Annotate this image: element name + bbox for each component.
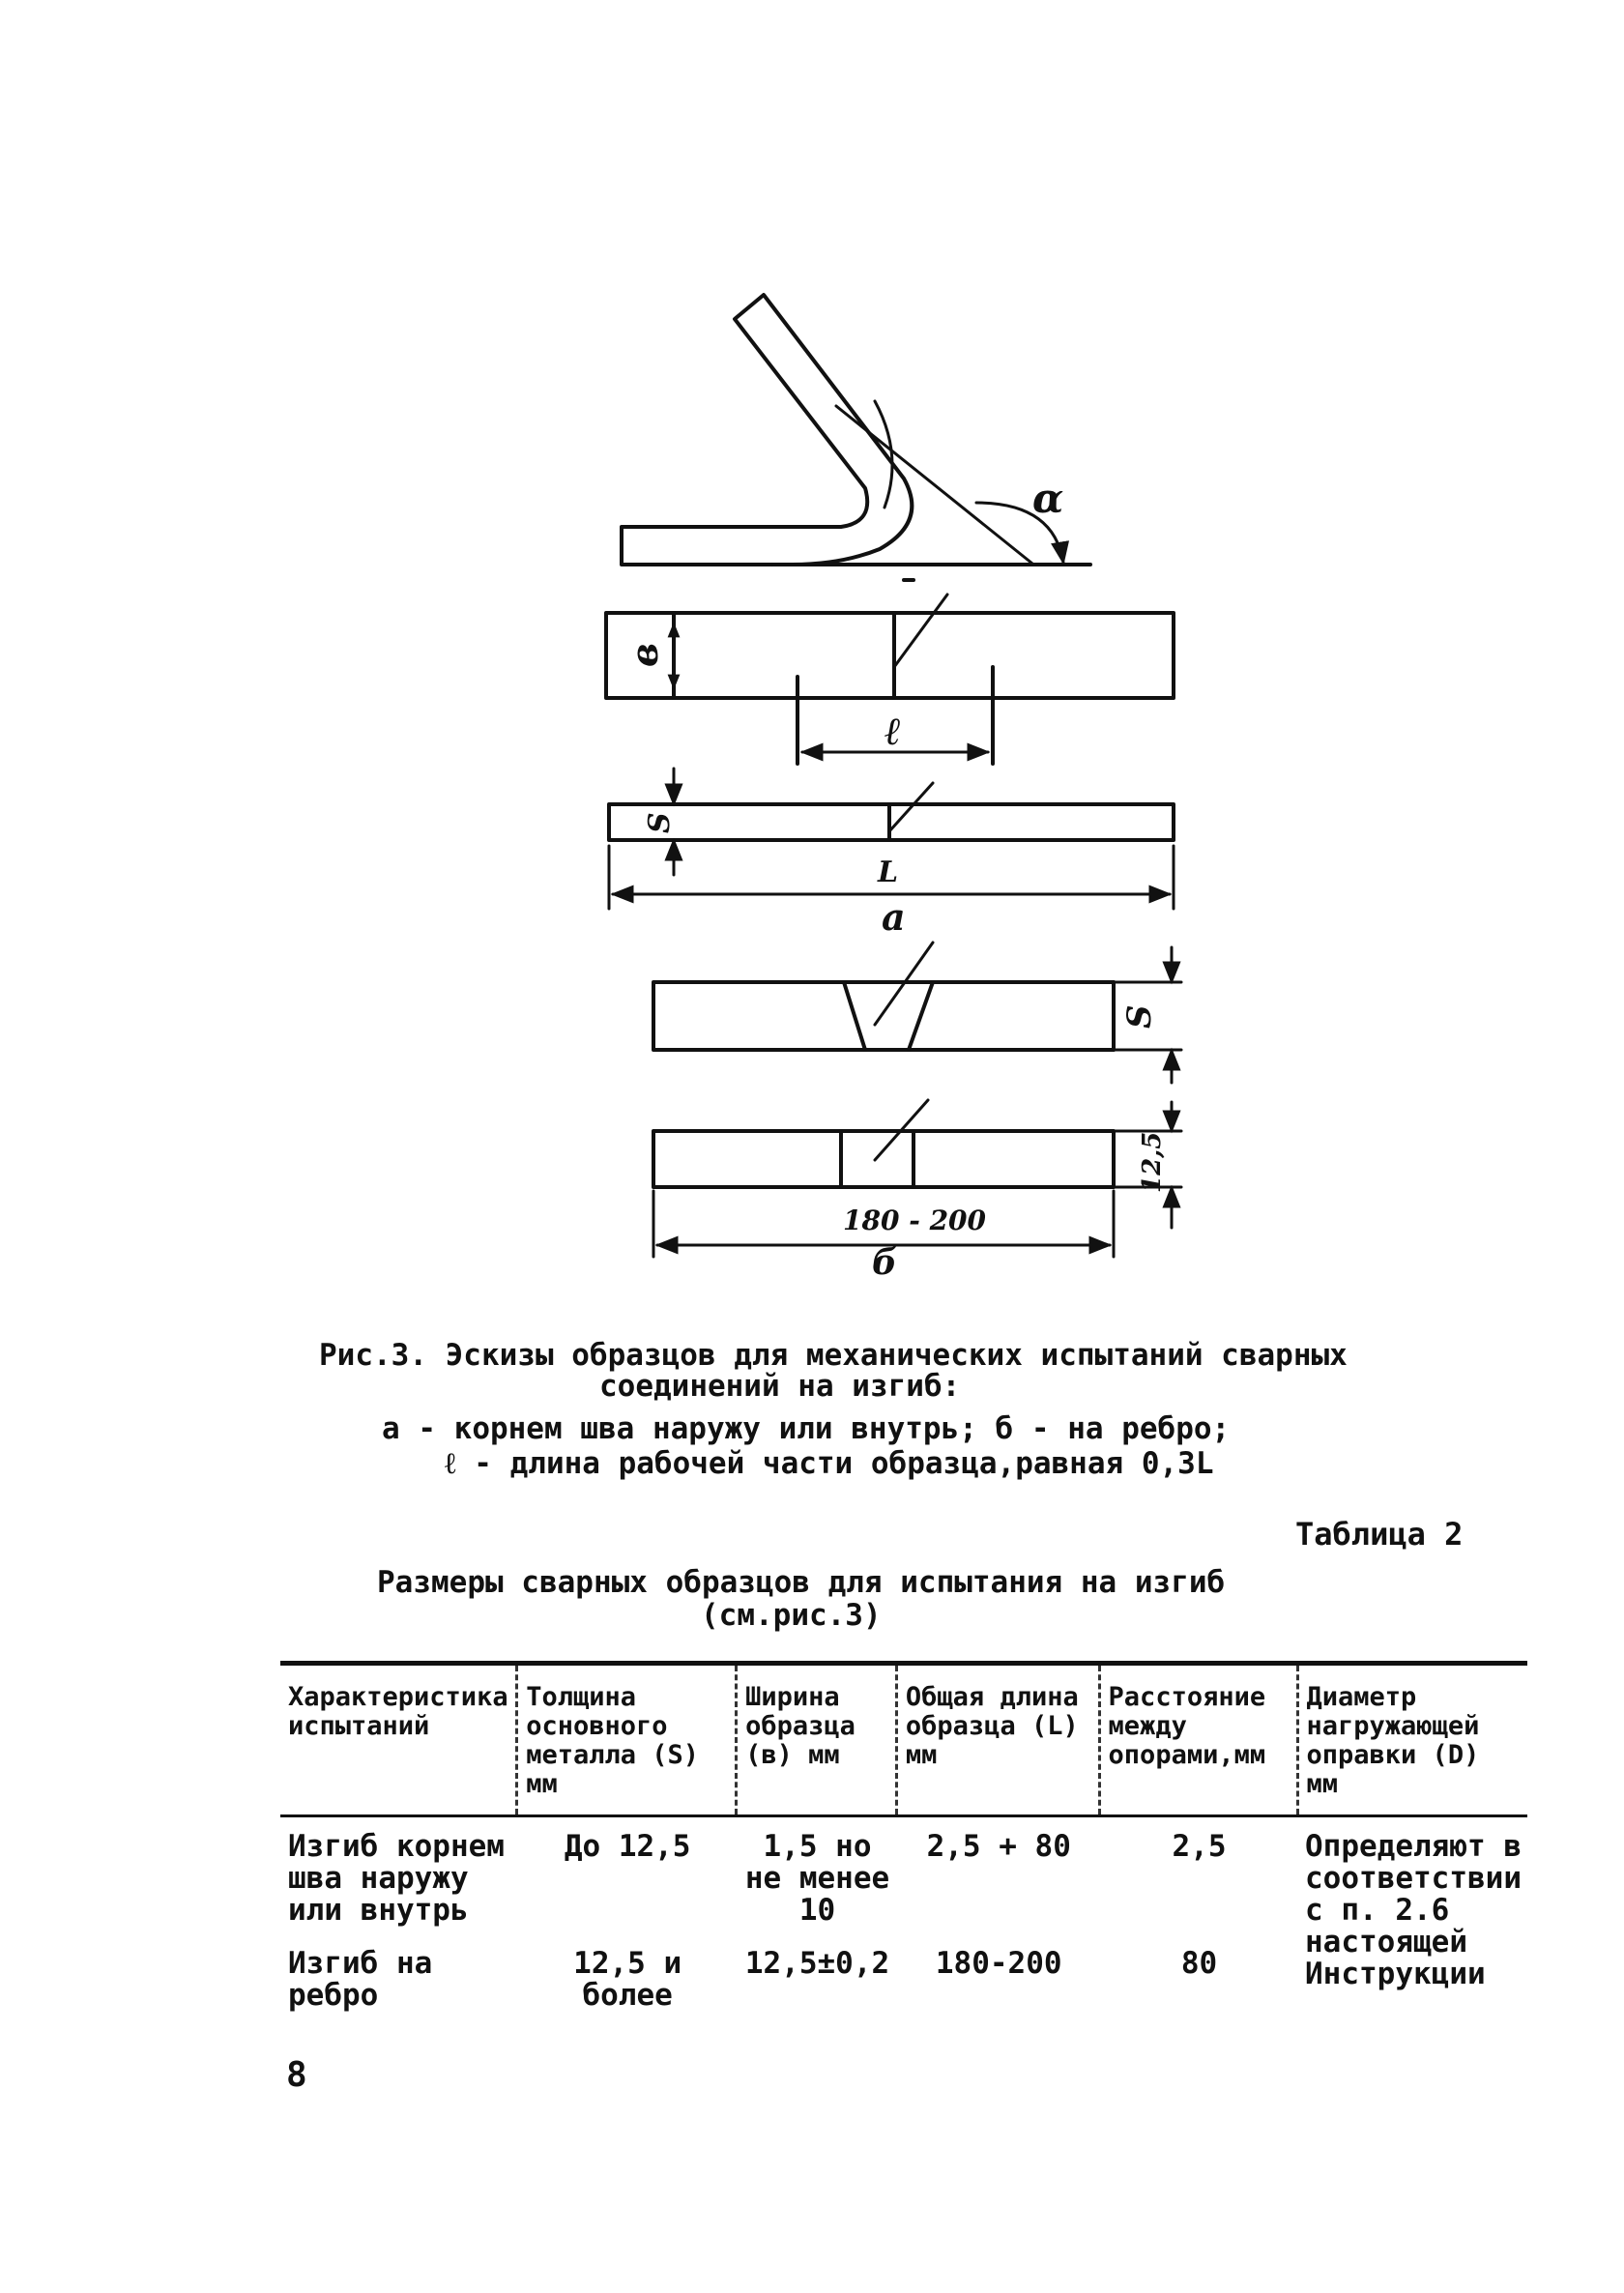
bend-specimen-table xyxy=(280,1661,1527,2019)
thickness-label-b: S xyxy=(1120,1004,1159,1029)
total-length-label: L xyxy=(878,856,899,889)
table-cell: Определяют в соответствии с п. 2.6 настоящей Инструкции xyxy=(1305,1829,1522,1991)
caption-line: соединений на изгиб: xyxy=(599,1369,961,1404)
subfigure-a-label: а xyxy=(882,895,906,939)
figure-caption xyxy=(290,1338,1373,1481)
table-header-row xyxy=(280,1664,1527,1816)
header-cell: Общая длина образца (L) мм xyxy=(896,1664,1099,1816)
height-label-b: 12,5 xyxy=(1138,1131,1167,1193)
table-cell: 1,5 но не менее 10 xyxy=(744,1829,890,1928)
table-row xyxy=(280,1816,1527,1935)
table-cell: До 12,5 xyxy=(564,1829,691,1864)
table-cell: 180-200 xyxy=(935,1946,1062,1981)
table-title xyxy=(377,1566,1344,1632)
subfigure-b-label: б xyxy=(872,1242,897,1276)
specimen-cross-section-b xyxy=(653,943,1181,1083)
table-cell: Изгиб на ребро xyxy=(288,1946,433,2013)
table-title-line: Размеры сварных образцов для испытания на изгиб xyxy=(377,1565,1226,1600)
table-cell: 80 xyxy=(1180,1946,1218,1981)
caption-line: ℓ - длина рабочей части образца,равная 0,3L xyxy=(445,1446,1214,1481)
header-cell: Ширина образца (в) мм xyxy=(737,1664,897,1816)
page-number: 8 xyxy=(286,2055,307,2095)
header-cell: Характеристика испытаний xyxy=(288,1682,508,1741)
thickness-label-a: S xyxy=(643,812,677,833)
caption-line: Рис.3. Эскизы образцов для механических испытаний сварных xyxy=(319,1338,1348,1373)
alpha-label: α xyxy=(1032,475,1064,522)
table-cell: 2,5 + 80 xyxy=(926,1829,1071,1864)
caption-line: а - корнем шва наружу или внутрь; б - на ребро; xyxy=(382,1411,1231,1446)
header-cell: Толщина основного металла (S) мм xyxy=(517,1664,737,1816)
header-cell: Расстояние между опорами,мм xyxy=(1099,1664,1297,1816)
header-cell: Диаметр нагружающей оправки (D) мм xyxy=(1297,1664,1527,1816)
width-label: в xyxy=(623,643,666,667)
table-number: Таблица 2 xyxy=(1295,1516,1464,1553)
table-cell: 12,5 и более xyxy=(573,1946,682,2013)
length-range-label: 180 - 200 xyxy=(843,1205,987,1236)
bent-specimen-drawing xyxy=(622,295,1090,580)
table-title-line: (см.рис.3) xyxy=(701,1598,882,1633)
table-cell: Изгиб корнем шва наружу или внутрь xyxy=(288,1829,505,1928)
table-cell: 2,5 xyxy=(1172,1829,1227,1864)
work-length-label: ℓ xyxy=(884,709,902,754)
table-cell: 12,5±0,2 xyxy=(744,1946,890,1981)
